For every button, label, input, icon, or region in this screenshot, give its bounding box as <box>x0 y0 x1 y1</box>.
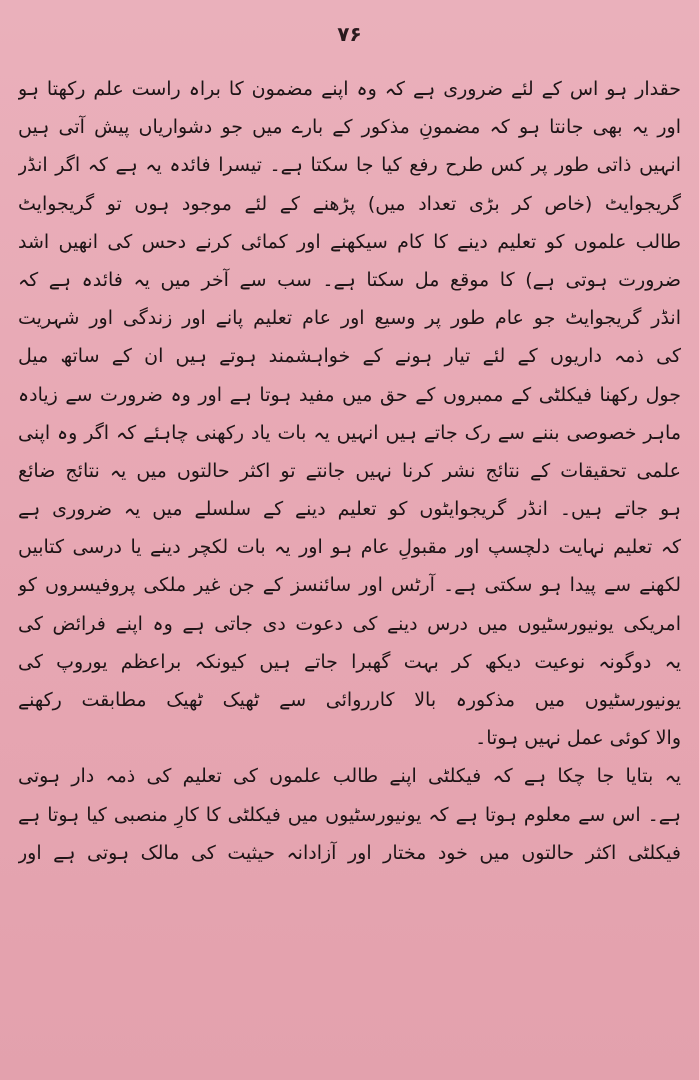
text-line: ہو جاتے ہیں۔ انڈر گریجوایٹوں کو تعلیم دینے کے سلسلے میں یہ ضروری ہے <box>18 498 681 521</box>
text-line: کہ تعلیم نہایت دلچسپ اور مقبولِ عام ہو اور یہ بات لکچر دینے یا درسی کتابیں <box>18 536 681 559</box>
text-line: یونیورسٹیوں میں مذکورہ بالا کارروائی سے ٹھیک ٹھیک مطابقت رکھنے <box>18 689 681 711</box>
text-line: جول رکھنا فیکلٹی کے ممبروں کے حق میں مفید ہوتا ہے اور وہ ضرورت سے زیادہ <box>18 383 681 406</box>
text-line-paragraph-end: والا کوئی عمل نہیں ہوتا۔ <box>475 727 681 750</box>
text-line: انہیں ذاتی طور پر کس طرح رفع کیا جا سکتا ہے۔ تیسرا فائدہ یہ ہے کہ اگر انڈر <box>18 154 681 177</box>
text-line: انڈر گریجوایٹ جو عام طور پر وسیع اور عام تعلیم پانے اور زندگی اور شہریت <box>18 307 681 330</box>
text-line: اور یہ بھی جانتا ہو کہ مضمونِ مذکور کے بارے میں جو دشواریاں پیش آتی ہیں <box>18 116 681 139</box>
text-line: لکھنے سے پیدا ہو سکتی ہے۔ آرٹس اور سائنسز کے جن غیر ملکی پروفیسروں کو <box>18 574 681 597</box>
text-line: ہے۔ اس سے معلوم ہوتا ہے کہ یونیورسٹیوں میں فیکلٹی کا کارِ منصبی کیا ہوتا ہے <box>18 803 681 826</box>
text-line: کی ذمہ داریوں کے لئے تیار ہونے کے خواہشمند ہوتے ہیں ان کے ساتھ میل <box>18 345 681 368</box>
text-line: طالب علموں کو تعلیم دینے کا کام سیکھنے اور کمائی کرنے دحس کی انھیں اشد <box>18 230 681 253</box>
text-line: فیکلٹی اکثر حالتوں میں خود مختار اور آزادانہ حیثیت کی مالک ہوتی ہے اور <box>18 841 681 864</box>
text-line: گریجوایٹ (خاص کر بڑی تعداد میں) پڑھنے کے لئے موجود ہوں تو گریجوایٹ <box>18 192 681 215</box>
page-number: ۷۶ <box>337 22 362 46</box>
text-line: علمی تحقیقات کے نتائج نشر کرنا نہیں جانتے تو اکثر حالتوں میں یہ نتائج ضائع <box>18 459 681 482</box>
text-line: ماہر خصوصی بننے سے رک جاتے ہیں انہیں یہ بات یاد رکھنی چاہئے کہ اگر وہ اپنی <box>18 421 681 444</box>
text-line: یہ بتایا جا چکا ہے کہ فیکلٹی اپنے طالب علموں کی تعلیم کی ذمہ دار ہوتی <box>18 765 681 788</box>
text-line: حقدار ہو اس کے لئے ضروری ہے کہ وہ اپنے مضمون کا براہ راست علم رکھتا ہو <box>18 78 681 100</box>
text-line: ضرورت ہوتی ہے) کا موقع مل سکتا ہے۔ سب سے آخر میں یہ فائدہ ہے کہ <box>18 268 681 291</box>
text-line: امریکی یونیورسٹیوں میں درس دینے کی دعوت دی جاتی ہے وہ اپنے فرائض کی <box>18 612 681 635</box>
text-body <box>18 70 681 872</box>
text-line: یہ دوگونہ نوعیت دیکھ کر بہت گھبرا جاتے ہیں کیونکہ براعظم یوروپ کی <box>18 650 681 673</box>
